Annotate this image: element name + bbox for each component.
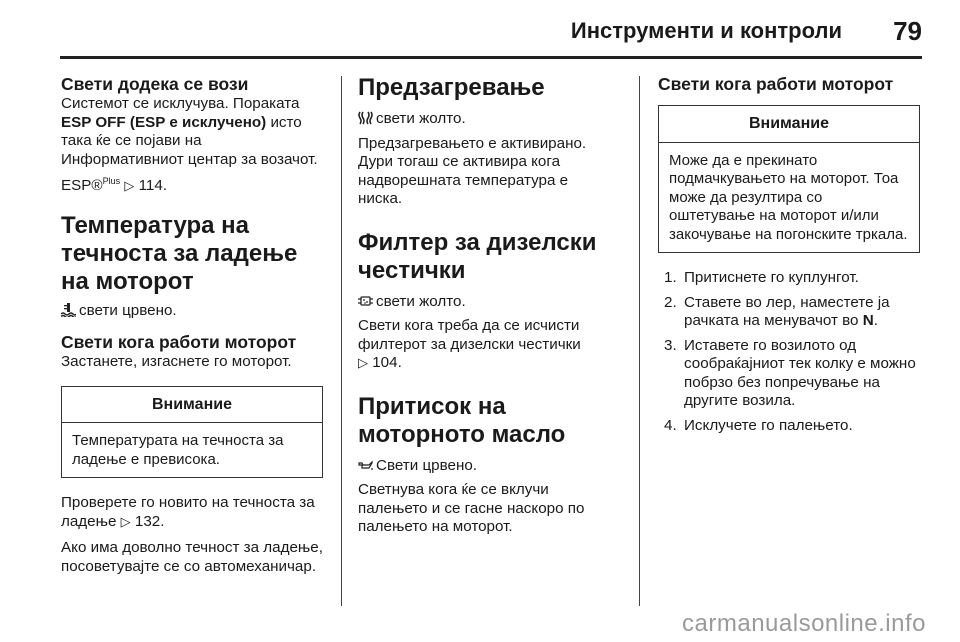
heading-diesel-filter: Филтер за дизелски честички: [358, 228, 597, 284]
caution-title-2: Внимание: [659, 106, 919, 143]
coolant-temperature-icon: [61, 303, 76, 317]
step-text: Притиснете го куплунгот.: [684, 269, 859, 286]
page-ref[interactable]: 104.: [372, 354, 402, 371]
page-ref-arrow-icon: ▷: [120, 513, 131, 529]
step-text: .: [873, 312, 878, 329]
esp-off-paragraph: [61, 95, 323, 169]
page-ref-arrow-icon: ▷: [124, 178, 135, 193]
caution-body-2: Може да е прекинато подмачкувањето на моторот. Тоа може да резултира со оштетување на моторот и/или закочување на погонските тркала.: [669, 151, 908, 243]
page-number: 79: [893, 16, 922, 46]
list-item: [658, 337, 920, 411]
check-coolant-paragraph: [61, 494, 323, 531]
header-title: Инструменти и контроли: [570, 18, 842, 43]
mechanic-paragraph: Ако има доволно течност за ладење, посоветувајте се со автомеханичар.: [61, 539, 323, 575]
heading-lights-engine-running-2: Свети кога работи моторот: [658, 74, 894, 94]
esp-ref-paragraph: [61, 177, 323, 196]
heading-preheating: Предзагревање: [358, 74, 545, 101]
text: свети жолто.: [376, 110, 466, 127]
column-2: [358, 74, 608, 537]
esp-off-message: ESP OFF (ESP е исклучено): [61, 113, 267, 131]
glow-plug-icon: [358, 111, 373, 125]
steps-list: [658, 269, 920, 435]
text: исто така ќе се појави на Информативниот центар за возачот.: [61, 113, 318, 168]
esp-plus-sup: Plus: [102, 176, 121, 186]
filter-paragraph: [358, 317, 608, 373]
text: Системот се исклучува. Пораката: [61, 95, 300, 112]
esp-label: ESP®: [61, 177, 103, 194]
oil-paragraph: Светнува кога ќе се вклучи палењето и се гасне наскоро по палењето на моторот.: [358, 481, 585, 535]
step-number: 1.: [664, 269, 677, 286]
text: Свети црвено.: [376, 456, 478, 474]
step-number: 4.: [664, 416, 677, 434]
column-divider-1: [341, 76, 342, 606]
column-divider-2: [639, 76, 640, 606]
text: Проверете го новито на течноста за ладење: [61, 494, 315, 530]
step-text: Ставете во лер, наместете ја рачката на менувачот во: [684, 293, 890, 329]
filter-icon-line: [358, 293, 608, 312]
caution-box-2: [658, 105, 920, 253]
page-header: [0, 16, 960, 56]
header-rule: [60, 56, 922, 59]
preheat-paragraph: Предзагревањето е активирано. Дури тогаш се активира кога надворешната температура е ниска.: [358, 134, 587, 207]
heading-lights-engine-running: Свети кога работи моторот: [61, 332, 297, 352]
oil-icon-line: [358, 457, 608, 476]
heading-coolant-temperature: Температура на течноста за ладење на моторот: [61, 211, 298, 295]
list-item: [658, 269, 920, 288]
list-item: [658, 294, 920, 331]
text: свети жолто.: [376, 292, 466, 310]
page-ref[interactable]: 132.: [134, 512, 165, 530]
column-1: [61, 74, 323, 576]
caution-body: Температурата на течноста за ладење е превисока.: [72, 432, 284, 468]
text: свети црвено.: [79, 301, 177, 319]
oil-can-icon: [358, 458, 373, 472]
watermark: carmanualsonline.info: [682, 610, 926, 637]
caution-title: Внимание: [62, 387, 322, 424]
caution-box: [61, 386, 323, 479]
step-text: Иставете го возилото од сообраќајниот тек колку е можно побрзо без попречување на другите возила.: [684, 336, 916, 409]
page-ref[interactable]: 114.: [138, 177, 168, 194]
stop-engine-text: Застанете, изгаснете го моторот.: [61, 353, 292, 370]
coolant-paragraph: [61, 302, 323, 321]
page-ref-arrow-icon: ▷: [358, 355, 368, 370]
gear-n: N: [862, 312, 874, 329]
heading-oil-pressure: Притисок на моторното масло: [358, 392, 566, 448]
text: Свети кога треба да се исчисти филтерот за дизелски честички: [358, 317, 581, 353]
heading-lights-while-driving: Свети додека се вози: [61, 74, 249, 94]
step-number: 2.: [664, 293, 677, 311]
step-number: 3.: [664, 336, 677, 354]
list-item: [658, 417, 920, 436]
column-3: [658, 74, 920, 441]
diesel-particle-filter-icon: [358, 294, 373, 308]
preheat-icon-line: [358, 110, 608, 129]
step-text: Исклучете го палењето.: [684, 416, 853, 434]
